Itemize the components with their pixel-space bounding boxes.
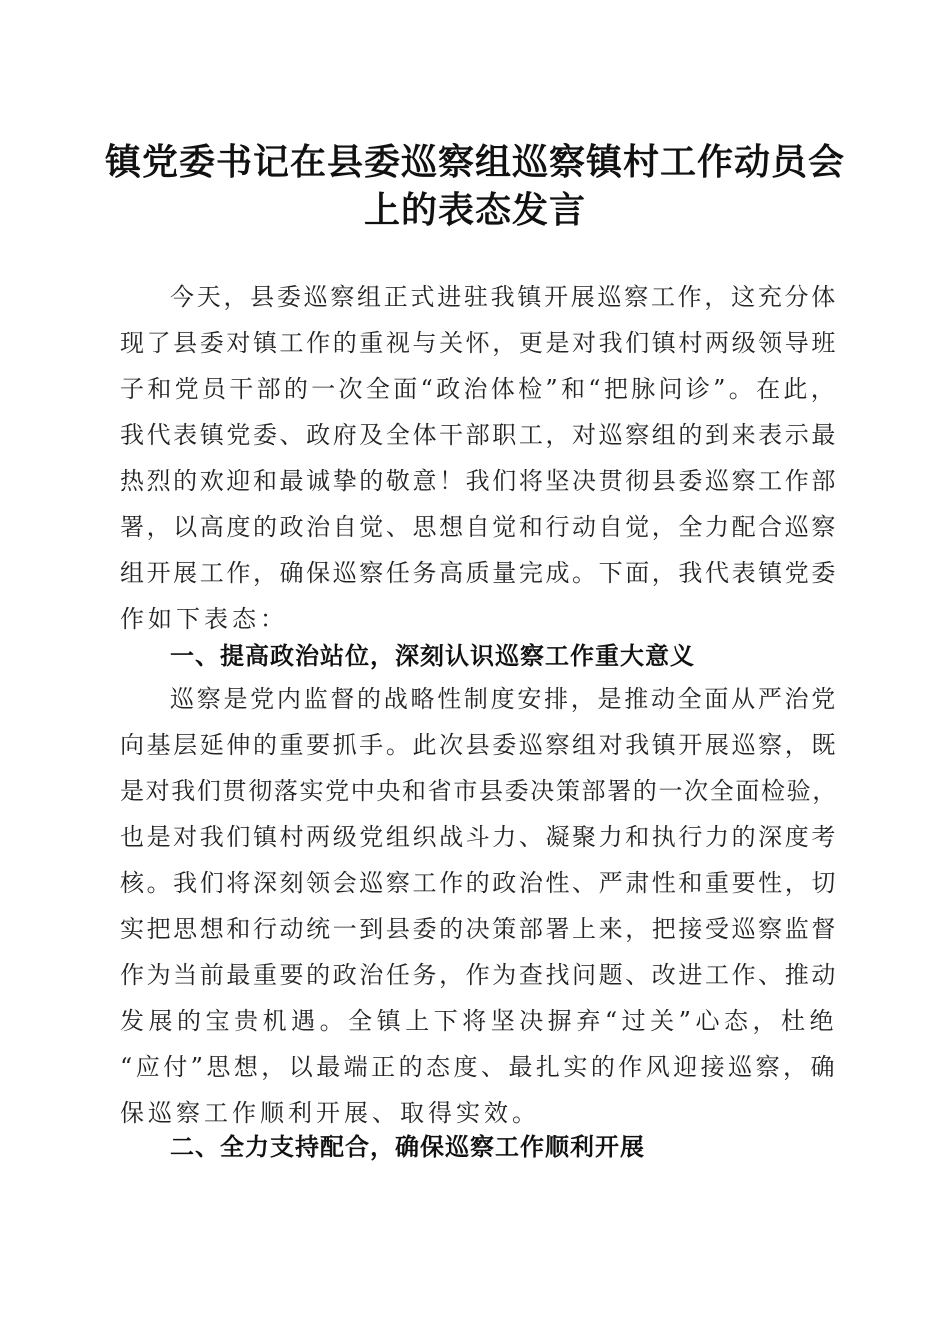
paragraph-line: 实把思想和行动统一到县委的决策部署上来，把接受巡察监督 xyxy=(120,915,838,943)
section-heading-2: 二、全力支持配合，确保巡察工作顺利开展 xyxy=(170,1133,645,1161)
paragraph-line: 组开展工作，确保巡察任务高质量完成。下面，我代表镇党委 xyxy=(120,559,838,587)
paragraph-line: 向基层延伸的重要抓手。此次县委巡察组对我镇开展巡察，既 xyxy=(120,731,838,759)
paragraph-line: 署，以高度的政治自觉、思想自觉和行动自觉，全力配合巡察 xyxy=(120,513,838,541)
paragraph-line: 今天，县委巡察组正式进驻我镇开展巡察工作，这充分体 xyxy=(170,283,838,311)
paragraph-line: 是对我们贯彻落实党中央和省市县委决策部署的一次全面检验， xyxy=(120,777,838,805)
document-title-line1: 镇党委书记在县委巡察组巡察镇村工作动员会 xyxy=(104,141,845,183)
section-heading-1: 一、提高政治站位，深刻认识巡察工作重大意义 xyxy=(170,642,695,670)
paragraph-line: 现了县委对镇工作的重视与关怀，更是对我们镇村两级领导班 xyxy=(120,329,838,357)
paragraph-line: 作为当前最重要的政治任务，作为查找问题、改进工作、推动 xyxy=(120,961,838,989)
paragraph-line: 作如下表态： xyxy=(120,605,288,633)
paragraph-line: 保巡察工作顺利开展、取得实效。 xyxy=(120,1099,540,1127)
paragraph-line: 热烈的欢迎和最诚挚的敬意！我们将坚决贯彻县委巡察工作部 xyxy=(120,467,838,495)
paragraph-line: 发展的宝贵机遇。全镇上下将坚决摒弃“过关”心态，杜绝 xyxy=(120,1007,839,1035)
paragraph-line: “应付”思想，以最端正的态度、最扎实的作风迎接巡察，确 xyxy=(120,1053,838,1081)
paragraph-line: 子和党员干部的一次全面“政治体检”和“把脉问诊”。在此， xyxy=(120,375,839,403)
paragraph-line: 我代表镇党委、政府及全体干部职工，对巡察组的到来表示最 xyxy=(120,421,838,449)
document-title-line2: 上的表态发言 xyxy=(363,189,586,231)
paragraph-line: 巡察是党内监督的战略性制度安排，是推动全面从严治党 xyxy=(170,685,838,713)
paragraph-line: 核。我们将深刻领会巡察工作的政治性、严肃性和重要性，切 xyxy=(120,869,838,897)
paragraph-line: 也是对我们镇村两级党组织战斗力、凝聚力和执行力的深度考 xyxy=(120,823,838,851)
